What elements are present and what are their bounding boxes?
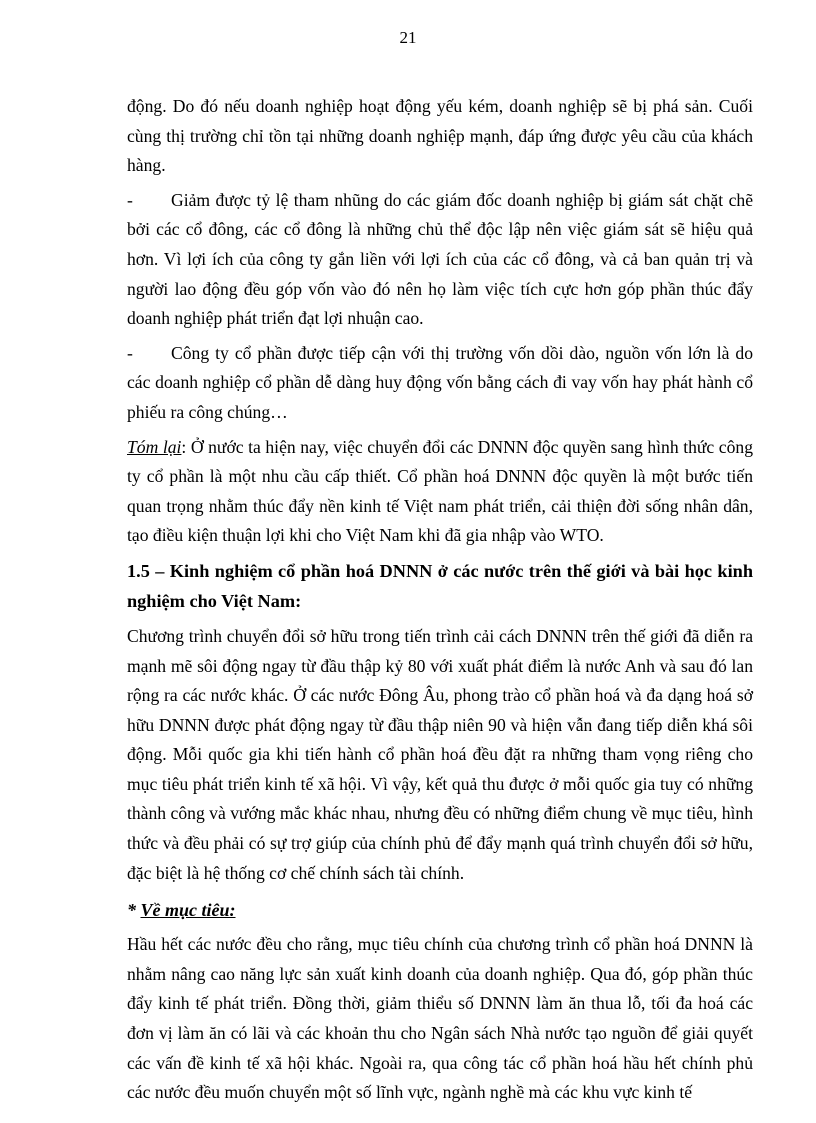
paragraph-objectives: Hầu hết các nước đều cho rằng, mục tiêu chính của chương trình cổ phần hoá DNNN là nhằm nâng cao năng lực sản xuất kinh doanh của doanh nghiệp. Qua đó, góp phần thúc đẩy kinh tế phát triển. Đồng thời, giảm thiểu số DNNN làm ăn thua lỗ, tối đa hoá các đơn vị làm ăn có lãi và các khoản thu cho Ngân sách Nhà nước tạo nguồn để giải quyết các vấn đề kinh tế xã hội khác. Ngoài ra, qua công tác cổ phần hoá hầu hết chính phủ các nước đều muốn chuyển một số lĩnh vực, ngành nghề mà các khu vực kinh tế [127,934,753,1103]
sub-heading-objectives [127,896,753,924]
sub-heading-text: Về mục tiêu: [140,900,236,921]
bullet-item-corruption [127,186,753,334]
sub-heading-star: * [127,900,141,921]
summary-text: : Ở nước ta hiện nay, việc chuyển đổi các DNNN độc quyền sang hình thức công ty cổ phần là một nhu cầu cấp thiết. Cổ phần hoá DNNN độc quyền là một bước tiến quan trọng nhằm thúc đẩy nền kinh tế Việt nam phát triển, cải thiện đời sống nhân dân, tạo điều kiện thuận lợi khi cho Việt Nam khi đã gia nhập vào WTO. [127,436,753,546]
summary-paragraph [127,433,753,551]
paragraph-continuation: động. Do đó nếu doanh nghiệp hoạt động yếu kém, doanh nghiệp sẽ bị phá sản. Cuối cùng thị trường chỉ tồn tại những doanh nghiệp mạnh, đáp ứng được yêu cầu của khách hàng. [127,96,753,176]
bullet-dash: - [127,189,133,210]
paragraph-international-experience: Chương trình chuyển đổi sở hữu trong tiến trình cải cách DNNN trên thế giới đã diễn ra mạnh mẽ sôi động ngay từ đầu thập kỷ 80 với xuất phát điểm là nước Anh và sau đó lan rộng ra các nước khác. Ở các nước Đông Âu, phong trào cổ phần hoá và đa dạng hoá sở hữu DNNN được phát động ngay từ đầu thập niên 90 và hiện vẫn đang tiếp diễn khá sôi động. Mỗi quốc gia khi tiến hành cổ phần hoá đều đặt ra những tham vọng riêng cho mục tiêu phát triển kinh tế xã hội. Vì vậy, kết quả thu được ở mỗi quốc gia tuy có những thành công và vướng mắc khác nhau, nhưng đều có những điểm chung về mục tiêu, hình thức và đều phải có sự trợ giúp của chính phủ để đẩy mạnh quá trình chuyển đổi sở hữu, đặc biệt là hệ thống cơ chế chính sách tài chính. [127,625,753,883]
page-number: 21 [399,28,417,47]
page-body [127,92,753,1113]
section-heading: 1.5 – Kinh nghiệm cổ phần hoá DNNN ở các nước trên thế giới và bài học kinh nghiệm cho Việt Nam: [127,560,753,611]
bullet-text: Giảm được tỷ lệ tham nhũng do các giám đốc doanh nghiệp bị giám sát chặt chẽ bởi các cổ đông, các cổ đông là những chủ thể độc lập nên việc giám sát sẽ hiệu quả hơn. Vì lợi ích của công ty gắn liền với lợi ích của các cổ đông, và cả ban quản trị và người lao động đều góp vốn vào đó nên họ làm việc tích cực hơn góp phần thúc đẩy doanh nghiệp phát triển đạt lợi nhuận cao. [127,189,753,329]
bullet-item-capital [127,339,753,428]
bullet-text: Công ty cổ phần được tiếp cận với thị trường vốn dồi dào, nguồn vốn lớn là do các doanh nghiệp cổ phần dễ dàng huy động vốn bằng cách đi vay vốn hay phát hành cổ phiếu ra công chúng… [127,342,753,422]
bullet-dash: - [127,342,133,363]
summary-label: Tóm lại [127,436,182,457]
